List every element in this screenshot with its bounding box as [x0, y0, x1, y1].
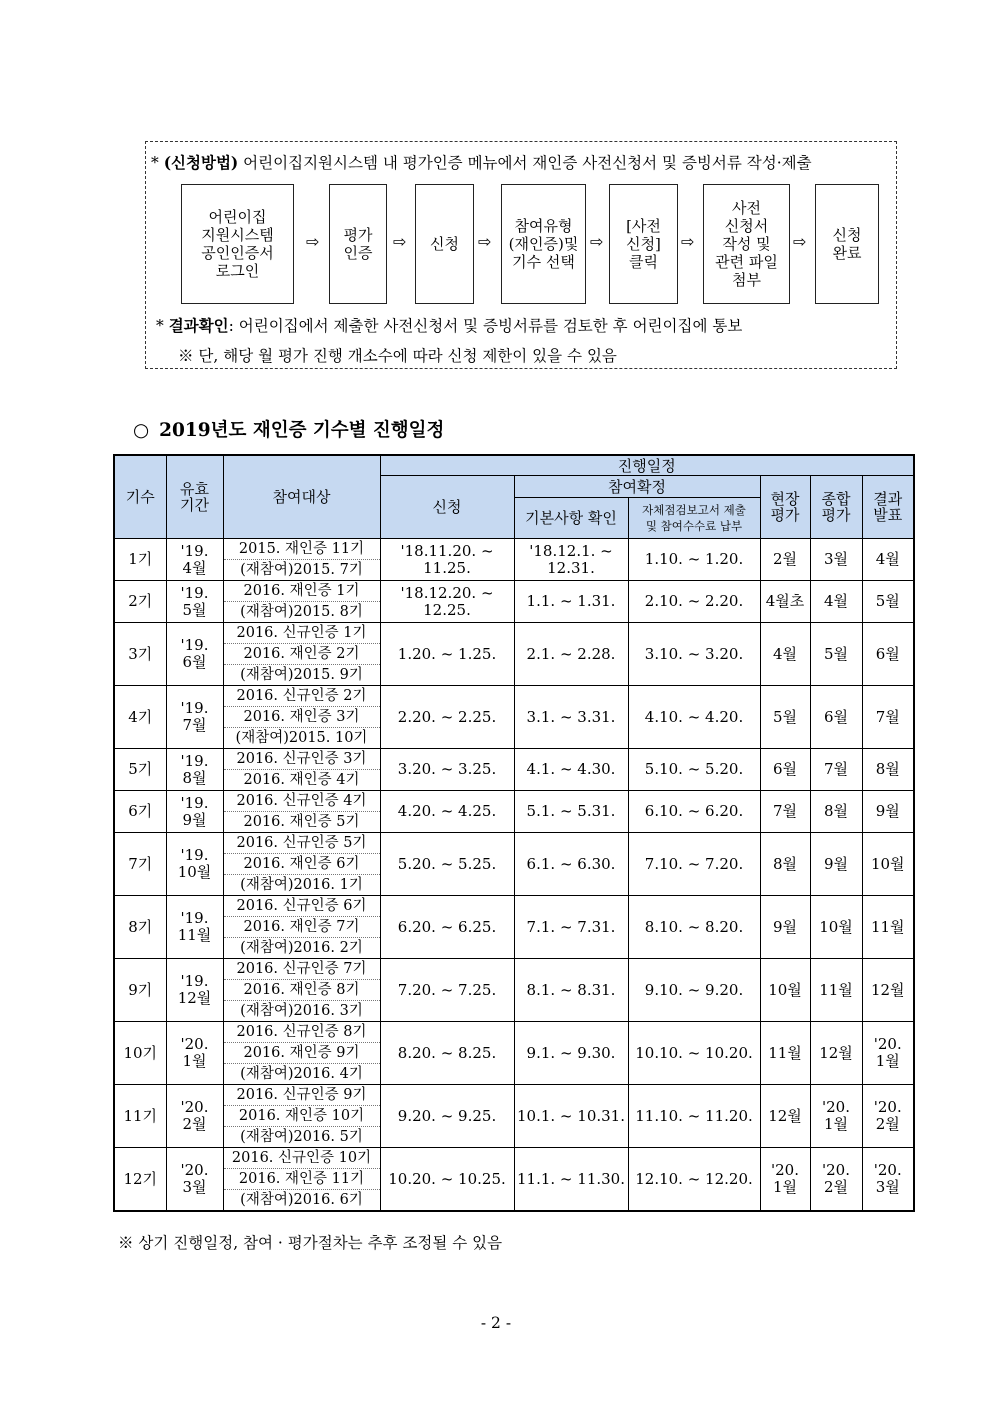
target-item: 2016. 재인증 5기	[243, 814, 360, 830]
cell-self-report: 10.10. ~ 10.20.	[628, 1022, 760, 1085]
target-item: 2016. 재인증 2기	[224, 644, 380, 665]
cell-overall: 11월	[810, 959, 862, 1022]
target-item: (재참여)2015. 7기	[240, 562, 363, 578]
cell-overall: 4월	[810, 581, 862, 623]
target-item: 2016. 신규인증 9기	[224, 1085, 380, 1106]
cell-basic-check: 5.1. ~ 5.31.	[514, 791, 628, 833]
cell-validity: '20. 2월	[166, 1085, 223, 1148]
cell-gisu: 6기	[114, 791, 166, 833]
cell-result: 5월	[862, 581, 914, 623]
cell-validity: '19. 5월	[166, 581, 223, 623]
cell-gisu: 8기	[114, 896, 166, 959]
cell-gisu: 10기	[114, 1022, 166, 1085]
cell-validity: '19. 7월	[166, 686, 223, 749]
cell-validity: '19. 9월	[166, 791, 223, 833]
right-arrow-icon: ⇨	[478, 232, 492, 251]
target-item: 2016. 재인증 1기	[224, 581, 380, 602]
footnote: ※ 상기 진행일정, 참여 · 평가절차는 추후 조정될 수 있음	[118, 1234, 503, 1252]
cell-self-report: 6.10. ~ 6.20.	[628, 791, 760, 833]
cell-self-report: 12.10. ~ 12.20.	[628, 1148, 760, 1212]
step-write-form: 사전 신청서 작성 및 관련 파일 첨부	[703, 184, 790, 304]
cell-validity: '19. 6월	[166, 623, 223, 686]
cell-basic-check: 6.1. ~ 6.30.	[514, 833, 628, 896]
header-confirm: 참여확정	[514, 476, 760, 498]
target-item: 2016. 신규인증 6기	[224, 896, 380, 917]
cell-targets	[223, 1148, 380, 1212]
cell-onsite: 5월	[760, 686, 810, 749]
table-row	[114, 539, 914, 581]
cell-result: 6월	[862, 623, 914, 686]
target-item: (재참여)2016. 1기	[240, 877, 363, 893]
method-label: (신청방법)	[163, 153, 239, 172]
table-row	[114, 791, 914, 833]
cell-result: 10월	[862, 833, 914, 896]
result-label: 결과확인	[168, 316, 229, 335]
cell-gisu: 7기	[114, 833, 166, 896]
target-item: (재참여)2016. 5기	[240, 1129, 363, 1145]
cell-onsite: 2월	[760, 539, 810, 581]
target-item: 2016. 재인증 7기	[224, 917, 380, 938]
cell-validity: '19. 10월	[166, 833, 223, 896]
table-row	[114, 686, 914, 749]
cell-basic-check: 11.1. ~ 11.30.	[514, 1148, 628, 1212]
circle-bullet-icon: ○	[133, 420, 150, 441]
step-apply: 신청	[415, 184, 474, 304]
cell-overall: 3월	[810, 539, 862, 581]
cell-basic-check: 1.1. ~ 1.31.	[514, 581, 628, 623]
cell-apply: 5.20. ~ 5.25.	[380, 833, 514, 896]
cell-onsite: 7월	[760, 791, 810, 833]
cell-basic-check: '18.12.1. ~ 12.31.	[514, 539, 628, 581]
cell-targets	[223, 959, 380, 1022]
cell-apply: 7.20. ~ 7.25.	[380, 959, 514, 1022]
cell-overall: 9월	[810, 833, 862, 896]
cell-basic-check: 4.1. ~ 4.30.	[514, 749, 628, 791]
cell-self-report: 8.10. ~ 8.20.	[628, 896, 760, 959]
cell-gisu: 5기	[114, 749, 166, 791]
cell-onsite: 4월초	[760, 581, 810, 623]
cell-validity: '20. 3월	[166, 1148, 223, 1212]
cell-self-report: 3.10. ~ 3.20.	[628, 623, 760, 686]
target-item: 2016. 재인증 3기	[224, 707, 380, 728]
cell-apply: 6.20. ~ 6.25.	[380, 896, 514, 959]
cell-gisu: 1기	[114, 539, 166, 581]
cell-gisu: 3기	[114, 623, 166, 686]
result-check-line	[156, 314, 742, 336]
section-title: 2019년도 재인증 기수별 진행일정	[159, 420, 445, 441]
table-row	[114, 959, 914, 1022]
right-arrow-icon: ⇨	[793, 232, 807, 251]
page-number: - 2 -	[480, 1314, 512, 1332]
target-item: 2016. 재인증 4기	[243, 772, 360, 788]
table-row	[114, 833, 914, 896]
cell-validity: '19. 12월	[166, 959, 223, 1022]
target-item: 2016. 재인증 10기	[224, 1106, 380, 1127]
cell-onsite: 4월	[760, 623, 810, 686]
cell-apply: 3.20. ~ 3.25.	[380, 749, 514, 791]
header-apply: 신청	[380, 476, 514, 539]
header-self-report: 자체점검보고서 제출 및 참여수수료 납부	[628, 498, 760, 539]
target-item: 2016. 재인증 9기	[224, 1043, 380, 1064]
cell-onsite: '20. 1월	[760, 1148, 810, 1212]
header-target: 참여대상	[223, 455, 380, 539]
cell-targets	[223, 623, 380, 686]
cell-overall: '20. 2월	[810, 1148, 862, 1212]
cell-overall: 8월	[810, 791, 862, 833]
step-complete: 신청 완료	[815, 184, 879, 304]
right-arrow-icon: ⇨	[306, 232, 320, 251]
target-item: (재참여)2016. 3기	[240, 1003, 363, 1019]
cell-basic-check: 9.1. ~ 9.30.	[514, 1022, 628, 1085]
cell-validity: '19. 11월	[166, 896, 223, 959]
target-item: 2016. 신규인증 1기	[224, 623, 380, 644]
cell-result: 7월	[862, 686, 914, 749]
cell-apply: 2.20. ~ 2.25.	[380, 686, 514, 749]
target-item: 2016. 신규인증 3기	[224, 749, 380, 770]
right-arrow-icon: ⇨	[590, 232, 604, 251]
cell-validity: '20. 1월	[166, 1022, 223, 1085]
cell-gisu: 11기	[114, 1085, 166, 1148]
cell-validity: '19. 4월	[166, 539, 223, 581]
cell-onsite: 11월	[760, 1022, 810, 1085]
target-item: (재참여)2015. 9기	[240, 667, 363, 683]
cell-self-report: 11.10. ~ 11.20.	[628, 1085, 760, 1148]
cell-gisu: 12기	[114, 1148, 166, 1212]
header-result: 결과 발표	[862, 476, 914, 539]
cell-overall: '20. 1월	[810, 1085, 862, 1148]
cell-gisu: 9기	[114, 959, 166, 1022]
cell-targets	[223, 539, 380, 581]
cell-targets	[223, 1022, 380, 1085]
cell-self-report: 5.10. ~ 5.20.	[628, 749, 760, 791]
cell-targets	[223, 896, 380, 959]
cell-onsite: 8월	[760, 833, 810, 896]
cell-onsite: 6월	[760, 749, 810, 791]
cell-overall: 5월	[810, 623, 862, 686]
table-row	[114, 1085, 914, 1148]
cell-basic-check: 7.1. ~ 7.31.	[514, 896, 628, 959]
cell-overall: 10월	[810, 896, 862, 959]
cell-result: 12월	[862, 959, 914, 1022]
table-row	[114, 581, 914, 623]
target-item: (재참여)2015. 10기	[235, 730, 368, 746]
target-item: 2015. 재인증 11기	[224, 539, 380, 560]
target-item: 2016. 신규인증 4기	[224, 791, 380, 812]
table-row	[114, 623, 914, 686]
table-row	[114, 749, 914, 791]
cell-overall: 7월	[810, 749, 862, 791]
cell-self-report: 7.10. ~ 7.20.	[628, 833, 760, 896]
section-heading	[133, 416, 444, 442]
schedule-rows	[114, 539, 914, 1212]
cell-result: '20. 1월	[862, 1022, 914, 1085]
step-evaluation: 평가 인증	[329, 184, 387, 304]
step-click-preapply: [사전 신청] 클릭	[609, 184, 678, 304]
cell-self-report: 2.10. ~ 2.20.	[628, 581, 760, 623]
cell-targets	[223, 1085, 380, 1148]
cell-basic-check: 2.1. ~ 2.28.	[514, 623, 628, 686]
cell-apply: '18.12.20. ~ 12.25.	[380, 581, 514, 623]
cell-targets	[223, 833, 380, 896]
cell-self-report: 4.10. ~ 4.20.	[628, 686, 760, 749]
target-item: 2016. 신규인증 8기	[224, 1022, 380, 1043]
cell-onsite: 10월	[760, 959, 810, 1022]
cell-targets	[223, 749, 380, 791]
target-item: (재참여)2016. 2기	[240, 940, 363, 956]
cell-apply: 10.20. ~ 10.25.	[380, 1148, 514, 1212]
cell-targets	[223, 581, 380, 623]
cell-self-report: 9.10. ~ 9.20.	[628, 959, 760, 1022]
cell-validity: '19. 8월	[166, 749, 223, 791]
target-item: 2016. 신규인증 7기	[224, 959, 380, 980]
table-row	[114, 1022, 914, 1085]
cell-result: '20. 3월	[862, 1148, 914, 1212]
method-text: 어린이집지원시스템 내 평가인증 메뉴에서 재인증 사전신청서 및 증빙서류 작성·제출	[238, 154, 812, 172]
header-overall: 종합 평가	[810, 476, 862, 539]
cell-onsite: 12월	[760, 1085, 810, 1148]
schedule-table	[113, 454, 915, 1212]
cell-apply: 4.20. ~ 4.25.	[380, 791, 514, 833]
cell-gisu: 2기	[114, 581, 166, 623]
right-arrow-icon: ⇨	[393, 232, 407, 251]
cell-apply: 8.20. ~ 8.25.	[380, 1022, 514, 1085]
cell-apply: '18.11.20. ~ 11.25.	[380, 539, 514, 581]
step-login: 어린이집 지원시스템 공인인증서 로그인	[181, 184, 294, 304]
cell-basic-check: 3.1. ~ 3.31.	[514, 686, 628, 749]
cell-gisu: 4기	[114, 686, 166, 749]
cell-apply: 1.20. ~ 1.25.	[380, 623, 514, 686]
cell-targets	[223, 686, 380, 749]
header-validity: 유효 기간	[166, 455, 223, 539]
cell-result: 4월	[862, 539, 914, 581]
method-prefix: *	[151, 154, 164, 172]
target-item: 2016. 재인증 8기	[224, 980, 380, 1001]
step-select-type: 참여유형 (재인증)및 기수 선택	[501, 184, 586, 304]
table-row	[114, 1148, 914, 1212]
application-method-line	[151, 151, 812, 173]
cell-overall: 6월	[810, 686, 862, 749]
cell-apply: 9.20. ~ 9.25.	[380, 1085, 514, 1148]
cell-result: '20. 2월	[862, 1085, 914, 1148]
header-schedule: 진행일정	[380, 455, 914, 476]
target-item: 2016. 신규인증 10기	[224, 1148, 380, 1169]
target-item: 2016. 신규인증 5기	[224, 833, 380, 854]
application-method-box	[145, 141, 897, 369]
cell-result: 9월	[862, 791, 914, 833]
cell-result: 8월	[862, 749, 914, 791]
cell-basic-check: 10.1. ~ 10.31.	[514, 1085, 628, 1148]
result-prefix: *	[156, 317, 169, 335]
result-text: : 어린이집에서 제출한 사전신청서 및 증빙서류를 검토한 후 어린이집에 통보	[228, 317, 743, 335]
header-gisu: 기수	[114, 455, 166, 539]
cell-onsite: 9월	[760, 896, 810, 959]
table-row	[114, 896, 914, 959]
target-item: (재참여)2016. 4기	[240, 1066, 363, 1082]
cell-targets	[223, 791, 380, 833]
target-item: (재참여)2015. 8기	[240, 604, 363, 620]
header-onsite: 현장 평가	[760, 476, 810, 539]
cell-result: 11월	[862, 896, 914, 959]
target-item: (재참여)2016. 6기	[240, 1192, 363, 1208]
cell-basic-check: 8.1. ~ 8.31.	[514, 959, 628, 1022]
header-basic-check: 기본사항 확인	[514, 498, 628, 539]
target-item: 2016. 재인증 6기	[224, 854, 380, 875]
target-item: 2016. 신규인증 2기	[224, 686, 380, 707]
right-arrow-icon: ⇨	[681, 232, 695, 251]
limitation-note: ※ 단, 해당 월 평가 진행 개소수에 따라 신청 제한이 있을 수 있음	[178, 347, 617, 365]
target-item: 2016. 재인증 11기	[224, 1169, 380, 1190]
cell-overall: 12월	[810, 1022, 862, 1085]
cell-self-report: 1.10. ~ 1.20.	[628, 539, 760, 581]
